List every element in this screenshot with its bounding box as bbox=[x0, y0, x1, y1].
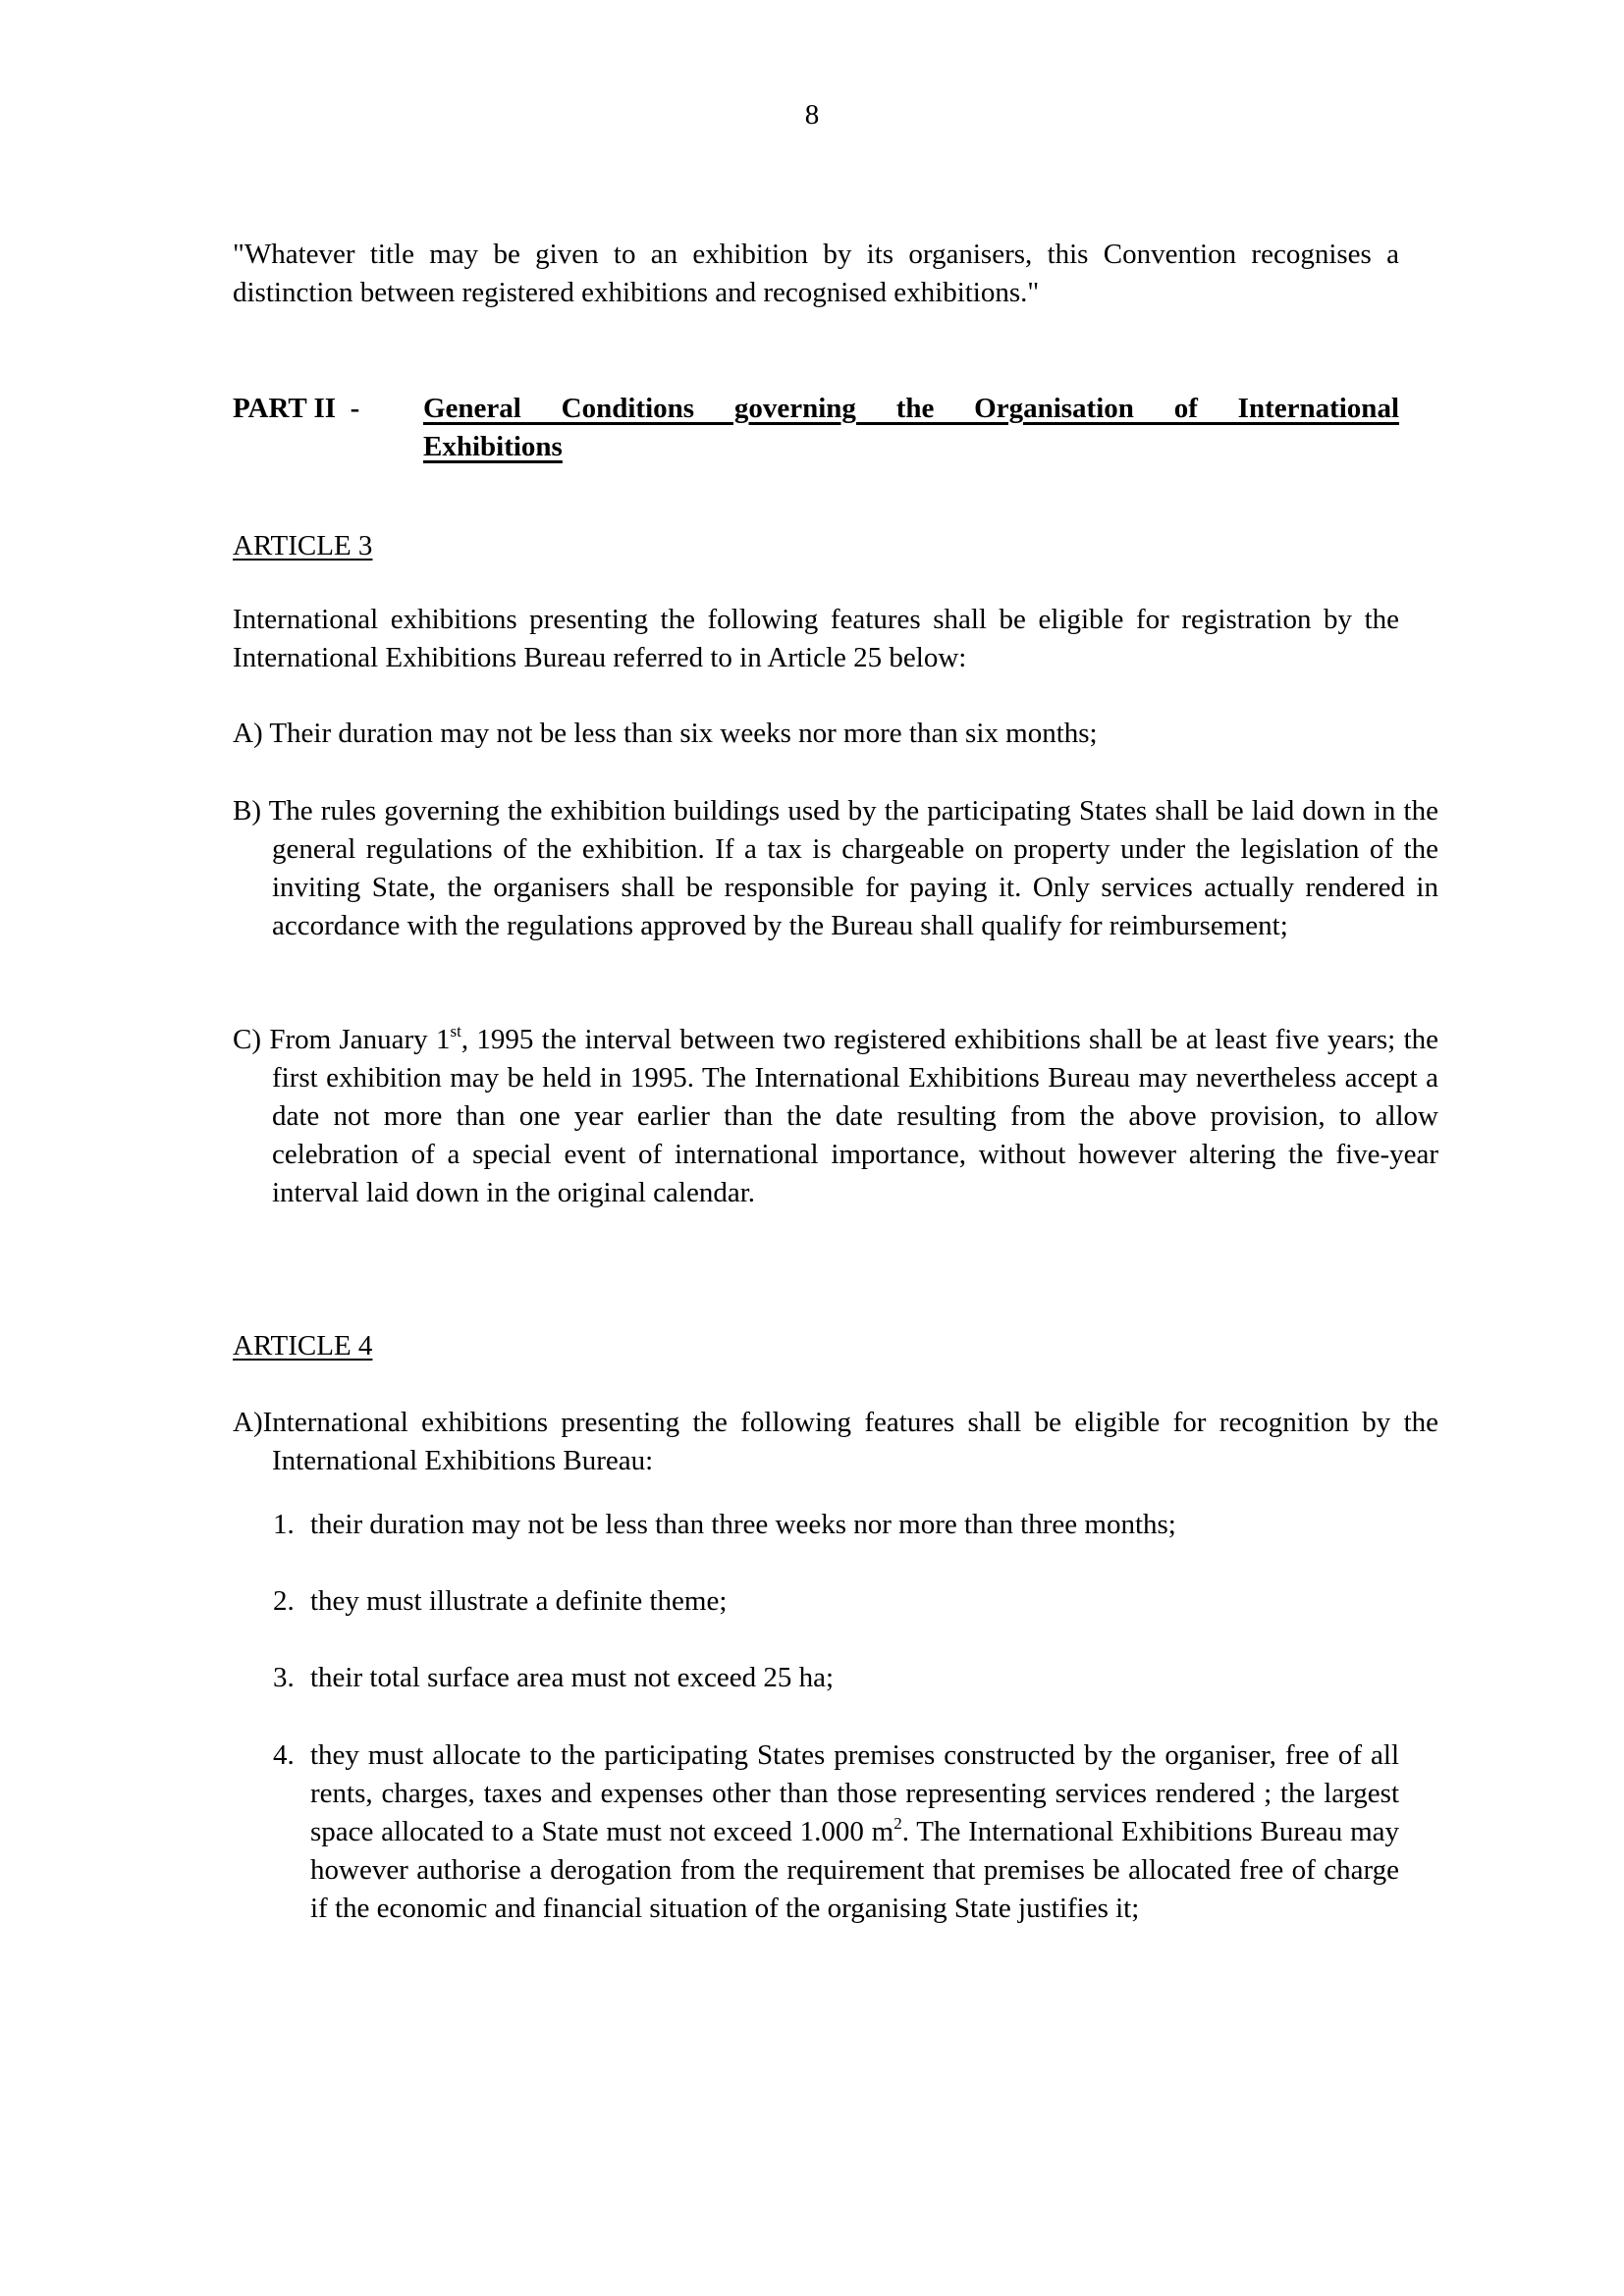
item-text: they must illustrate a definite theme; bbox=[310, 1585, 728, 1617]
part-label: PART II - bbox=[233, 393, 360, 424]
item-number: 1. bbox=[273, 1509, 295, 1540]
item-text-before: they must allocate to the participating States premises constructed by the organiser, free of all rents, charges, taxes and expenses other than those representing services rendered ; the largest space allocated to a State must not exceed 1.000 m bbox=[310, 1739, 1399, 1847]
item-label: A) bbox=[233, 718, 263, 749]
article-4-numbered-item-1 bbox=[273, 1506, 1399, 1544]
article-3-intro: International exhibitions presenting the following features shall be eligible for registration by the International Exhibitions Bureau referred to in Article 25 below: bbox=[233, 604, 1399, 673]
item-label: C) bbox=[233, 1024, 261, 1055]
item-number: 2. bbox=[273, 1585, 295, 1617]
article-3-heading: ARTICLE 3 bbox=[233, 530, 373, 561]
part-title-line1: General Conditions governing the Organisation of International bbox=[423, 393, 1399, 424]
article-3-heading-block bbox=[233, 527, 1399, 565]
item-text bbox=[310, 1736, 1399, 1928]
article-4-numbered-item-4 bbox=[273, 1736, 1399, 1928]
page-number: 8 bbox=[804, 99, 820, 131]
item-text: The rules governing the exhibition buildings used by the participating States shall be laid down in the general regulations of the exhibition. If a tax is chargeable on property under the legislation of the inviting State, the organisers shall be responsible for paying it. Only services actually rendered in accordance with the regulations approved by the Bureau shall qualify for reimbursement; bbox=[268, 795, 1438, 941]
article-3-item-c bbox=[233, 1021, 1438, 1212]
item-text-after: . The International Exhibitions Bureau may however authorise a derogation from the requirement that premises be allocated free of charge if the economic and financial situation of the organising State justifies it; bbox=[310, 1816, 1399, 1924]
item-text: International exhibitions presenting the following features shall be eligible for recognition by the International Exhibitions Bureau: bbox=[262, 1407, 1438, 1476]
item-text: their duration may not be less than three weeks nor more than three months; bbox=[310, 1509, 1176, 1540]
item-label: B) bbox=[233, 795, 261, 827]
part-heading bbox=[233, 390, 1399, 466]
superscript-2: 2 bbox=[893, 1814, 902, 1833]
article-4-numbered-item-2 bbox=[273, 1582, 1399, 1621]
article-3-item-a bbox=[233, 715, 1438, 753]
article-4-heading: ARTICLE 4 bbox=[233, 1330, 373, 1362]
item-text: Their duration may not be less than six weeks nor more than six months; bbox=[269, 718, 1098, 749]
intro-quote-paragraph bbox=[233, 236, 1399, 312]
item-text-before: From January 1 bbox=[269, 1024, 451, 1055]
article-3-item-b bbox=[233, 792, 1438, 945]
item-text: their total surface area must not exceed 25 ha; bbox=[310, 1662, 835, 1693]
intro-quote: "Whatever title may be given to an exhibition by its organisers, this Convention recognises a distinction between registered exhibitions and recognised exhibitions." bbox=[233, 239, 1399, 308]
article-3-intro-paragraph bbox=[233, 601, 1399, 677]
article-4-item-a bbox=[233, 1404, 1438, 1480]
part-title-line2: Exhibitions bbox=[423, 431, 563, 462]
ordinal-suffix: st bbox=[450, 1022, 461, 1041]
part-title bbox=[423, 390, 1399, 466]
item-number: 3. bbox=[273, 1662, 295, 1693]
article-4-heading-block bbox=[233, 1327, 1399, 1365]
item-text-after: , 1995 the interval between two registered exhibitions shall be at least five years; the first exhibition may be held in 1995. The International Exhibitions Bureau may nevertheless accept a date not more than one year earlier than the date resulting from the above provision, to allow celebration of a special event of international importance, without however altering the five-year interval laid down in the original calendar. bbox=[272, 1024, 1438, 1208]
item-number: 4. bbox=[273, 1739, 295, 1771]
article-4-numbered-item-3 bbox=[273, 1659, 1399, 1697]
item-label: A) bbox=[233, 1407, 263, 1438]
